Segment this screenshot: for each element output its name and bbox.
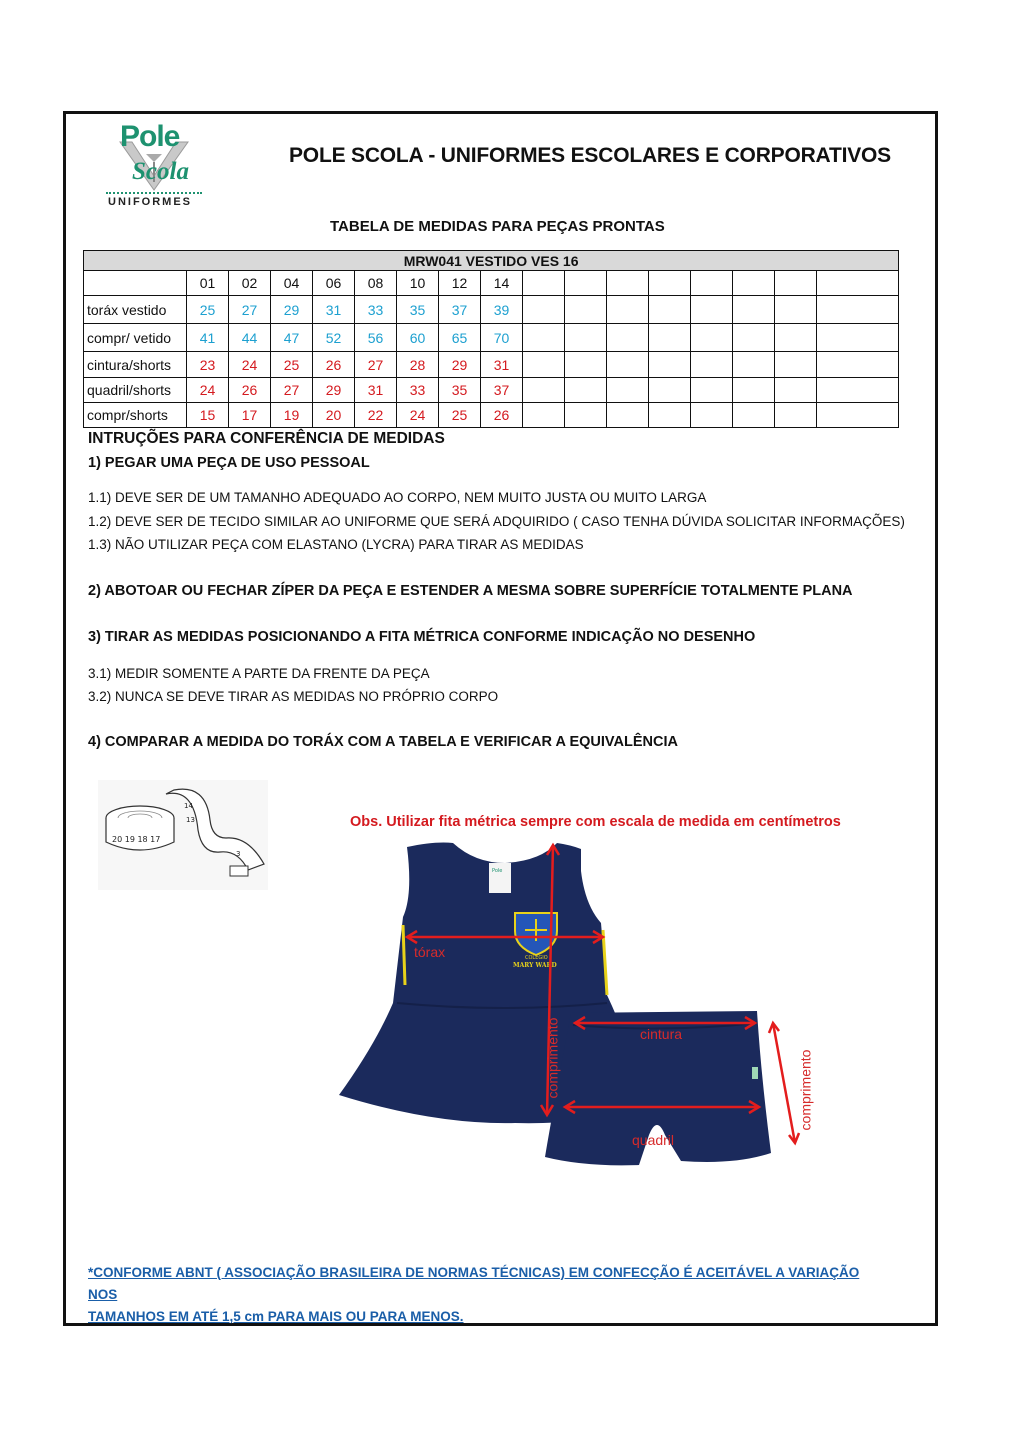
- value-cell: 33: [397, 378, 439, 403]
- size-header: [775, 271, 817, 296]
- value-cell: [649, 352, 691, 378]
- value-cell: 23: [187, 352, 229, 378]
- abnt-footnote: [88, 1262, 888, 1328]
- value-cell: 27: [229, 296, 271, 324]
- step-3-heading: 3) TIRAR AS MEDIDAS POSICIONANDO A FITA MÉTRICA CONFORME INDICAÇÃO NO DESENHO: [88, 629, 756, 645]
- size-header: 12: [439, 271, 481, 296]
- value-cell: 56: [355, 324, 397, 352]
- table-row: [84, 403, 899, 428]
- value-cell: [523, 324, 565, 352]
- value-cell: 37: [439, 296, 481, 324]
- value-cell: [649, 378, 691, 403]
- value-cell: [691, 403, 733, 428]
- step-1-1: 1.1) DEVE SER DE UM TAMANHO ADEQUADO AO CORPO, NEM MUITO JUSTA OU MUITO LARGA: [88, 490, 707, 505]
- pole-scola-logo: [104, 118, 204, 213]
- label-comprimento-shorts: comprimento: [797, 1049, 814, 1131]
- label-comprimento-vestido: comprimento: [544, 1017, 561, 1099]
- size-header: [607, 271, 649, 296]
- value-cell: 31: [313, 296, 355, 324]
- value-cell: [523, 378, 565, 403]
- value-cell: [733, 403, 775, 428]
- row-label: compr/ vetido: [84, 324, 187, 352]
- value-cell: 47: [271, 324, 313, 352]
- value-cell: [775, 378, 817, 403]
- garment-illustration: [335, 835, 855, 1175]
- tape-measure-icon: [98, 780, 268, 890]
- value-cell: 25: [187, 296, 229, 324]
- table-title: TABELA DE MEDIDAS PARA PEÇAS PRONTAS: [330, 218, 665, 235]
- table-row: [84, 378, 899, 403]
- logo-uniformes-text: UNIFORMES: [108, 196, 192, 208]
- value-cell: 26: [229, 378, 271, 403]
- value-cell: 24: [229, 352, 271, 378]
- row-label: compr/shorts: [84, 403, 187, 428]
- value-cell: [649, 324, 691, 352]
- logo-dots: [106, 192, 202, 194]
- value-cell: 31: [355, 378, 397, 403]
- value-cell: [775, 296, 817, 324]
- value-cell: [691, 324, 733, 352]
- instructions-heading: INTRUÇÕES PARA CONFERÊNCIA DE MEDIDAS: [88, 430, 445, 447]
- step-1-heading: 1) PEGAR UMA PEÇA DE USO PESSOAL: [88, 455, 370, 471]
- value-cell: 29: [439, 352, 481, 378]
- value-cell: 39: [481, 296, 523, 324]
- step-1-3: 1.3) NÃO UTILIZAR PEÇA COM ELASTANO (LYCRA) PARA TIRAR AS MEDIDAS: [88, 537, 584, 552]
- value-cell: [565, 296, 607, 324]
- value-cell: [817, 403, 899, 428]
- row-label: cintura/shorts: [84, 352, 187, 378]
- value-cell: [733, 324, 775, 352]
- row-label: toráx vestido: [84, 296, 187, 324]
- value-cell: [607, 378, 649, 403]
- value-cell: 15: [187, 403, 229, 428]
- value-cell: [607, 296, 649, 324]
- value-cell: [523, 352, 565, 378]
- value-cell: [565, 378, 607, 403]
- logo-scola-text: Scola: [132, 158, 189, 185]
- value-cell: [523, 296, 565, 324]
- value-cell: [733, 296, 775, 324]
- value-cell: 25: [439, 403, 481, 428]
- footnote-line-1: *CONFORME ABNT ( ASSOCIAÇÃO BRASILEIRA DE NORMAS TÉCNICAS) EM CONFECÇÃO É ACEITÁVEL A VARIAÇÃO NOS: [88, 1265, 860, 1302]
- logo-pole-text: Pole: [120, 120, 180, 153]
- value-cell: 25: [271, 352, 313, 378]
- value-cell: [775, 324, 817, 352]
- value-cell: [523, 403, 565, 428]
- value-cell: [775, 352, 817, 378]
- value-cell: 35: [397, 296, 439, 324]
- value-cell: 29: [271, 296, 313, 324]
- measurements-table: [83, 250, 899, 428]
- size-header: 02: [229, 271, 271, 296]
- value-cell: 52: [313, 324, 355, 352]
- value-cell: [817, 296, 899, 324]
- value-cell: [607, 352, 649, 378]
- value-cell: [691, 296, 733, 324]
- row-label: quadril/shorts: [84, 378, 187, 403]
- value-cell: 24: [397, 403, 439, 428]
- footnote-line-2: TAMANHOS EM ATÉ 1,5 cm PARA MAIS OU PARA MENOS.: [88, 1309, 464, 1324]
- value-cell: 29: [313, 378, 355, 403]
- table-row: [84, 296, 899, 324]
- value-cell: 19: [271, 403, 313, 428]
- value-cell: [775, 403, 817, 428]
- value-cell: [691, 378, 733, 403]
- value-cell: 27: [271, 378, 313, 403]
- size-header: [691, 271, 733, 296]
- value-cell: 20: [313, 403, 355, 428]
- size-header: 10: [397, 271, 439, 296]
- value-cell: [733, 378, 775, 403]
- svg-text:3: 3: [236, 850, 241, 858]
- value-cell: [565, 324, 607, 352]
- svg-text:Pole: Pole: [492, 868, 503, 874]
- value-cell: [649, 403, 691, 428]
- value-cell: 26: [481, 403, 523, 428]
- page-title: POLE SCOLA - UNIFORMES ESCOLARES E CORPORATIVOS: [289, 144, 891, 167]
- size-header: 08: [355, 271, 397, 296]
- value-cell: 28: [397, 352, 439, 378]
- value-cell: 33: [355, 296, 397, 324]
- obs-note: Obs. Utilizar fita métrica sempre com escala de medida em centímetros: [350, 814, 841, 830]
- step-3-1: 3.1) MEDIR SOMENTE A PARTE DA FRENTE DA PEÇA: [88, 666, 430, 681]
- value-cell: 41: [187, 324, 229, 352]
- size-header: 14: [481, 271, 523, 296]
- label-cintura: cintura: [640, 1026, 683, 1042]
- value-cell: [817, 352, 899, 378]
- size-header: [649, 271, 691, 296]
- value-cell: [691, 352, 733, 378]
- size-header: 04: [271, 271, 313, 296]
- value-cell: 35: [439, 378, 481, 403]
- value-cell: 22: [355, 403, 397, 428]
- value-cell: 31: [481, 352, 523, 378]
- value-cell: [817, 324, 899, 352]
- value-cell: 17: [229, 403, 271, 428]
- value-cell: [607, 324, 649, 352]
- label-quadril: quadril: [632, 1132, 675, 1148]
- label-torax: tórax: [414, 944, 446, 960]
- table-caption-row: [84, 251, 899, 271]
- svg-text:13: 13: [186, 816, 195, 824]
- value-cell: [817, 378, 899, 403]
- value-cell: 44: [229, 324, 271, 352]
- value-cell: 60: [397, 324, 439, 352]
- header-blank-cell: [84, 271, 187, 296]
- value-cell: 65: [439, 324, 481, 352]
- value-cell: [733, 352, 775, 378]
- svg-text:14: 14: [184, 802, 193, 810]
- value-cell: 37: [481, 378, 523, 403]
- badge-line2: MARY WARD: [513, 962, 557, 969]
- size-header: [565, 271, 607, 296]
- value-cell: 27: [355, 352, 397, 378]
- value-cell: [649, 296, 691, 324]
- step-1-2: 1.2) DEVE SER DE TECIDO SIMILAR AO UNIFORME QUE SERÁ ADQUIRIDO ( CASO TENHA DÚVIDA SOLICITAR INFORMAÇÕES): [88, 514, 905, 529]
- step-3-2: 3.2) NUNCA SE DEVE TIRAR AS MEDIDAS NO PRÓPRIO CORPO: [88, 689, 499, 704]
- value-cell: 24: [187, 378, 229, 403]
- size-header: [817, 271, 899, 296]
- table-caption: MRW041 VESTIDO VES 16: [84, 251, 899, 271]
- value-cell: [565, 352, 607, 378]
- table-row: [84, 352, 899, 378]
- value-cell: [607, 403, 649, 428]
- value-cell: [565, 403, 607, 428]
- badge-line1: COLÉGIO: [525, 955, 548, 961]
- size-header: 06: [313, 271, 355, 296]
- table-row: [84, 324, 899, 352]
- size-header: [733, 271, 775, 296]
- step-2-heading: 2) ABOTOAR OU FECHAR ZÍPER DA PEÇA E ESTENDER A MESMA SOBRE SUPERFÍCIE TOTALMENTE PLANA: [88, 583, 853, 599]
- step-4-heading: 4) COMPARAR A MEDIDA DO TORÁX COM A TABELA E VERIFICAR A EQUIVALÊNCIA: [88, 734, 678, 750]
- size-header: [523, 271, 565, 296]
- value-cell: 26: [313, 352, 355, 378]
- value-cell: 70: [481, 324, 523, 352]
- table-header-row: [84, 271, 899, 296]
- size-header: 01: [187, 271, 229, 296]
- svg-text:20 19 18 17: 20 19 18 17: [112, 835, 161, 844]
